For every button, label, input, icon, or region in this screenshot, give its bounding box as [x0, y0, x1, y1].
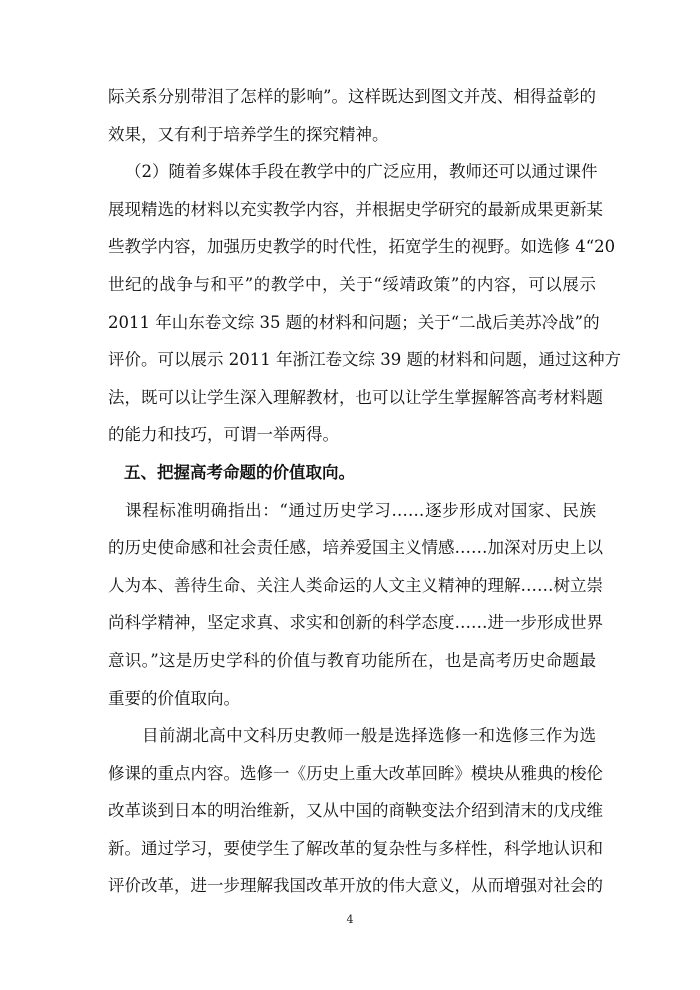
paragraph-continuation — [108, 78, 596, 153]
text-line: 尚科学精神，坚定求真、求实和创新的科学态度……进一步形成世界 — [108, 613, 603, 633]
text-line: 些教学内容，加强历史教学的时代性，拓宽学生的视野。如选修 4“20 — [108, 237, 616, 257]
paragraph-multimedia — [108, 153, 621, 454]
text-line: 展现精选的材料以充实教学内容，并根据史学研究的最新成果更新某 — [108, 199, 603, 219]
text-line: 意识。”这是历史学科的价值与教育功能所在，也是高考历史命题最 — [108, 650, 596, 670]
text-line: 改革谈到日本的明治维新，又从中国的商鞅变法介绍到清末的戊戌维 — [108, 801, 603, 821]
text-line: 际关系分别带泪了怎样的影响”。这样既达到图文并茂、相得益彰的 — [108, 87, 596, 106]
text-line: 世纪的战争与和平”的教学中，关于“绥靖政策”的内容，可以展示 — [108, 274, 596, 294]
text-line: 效果，又有利于培养学生的探究精神。 — [108, 124, 389, 144]
paragraph-curriculum — [108, 492, 603, 718]
text-line: 课程标准明确指出：“通过历史学习……逐步形成对国家、民族 — [125, 500, 596, 520]
text-line: 法，既可以让学生深入理解教材，也可以让学生掌握解答高考材料题 — [108, 387, 603, 407]
text-line: 新。通过学习，要使学生了解改革的复杂性与多样性，科学地认识和 — [108, 838, 603, 858]
paragraph-hubei — [108, 717, 603, 905]
section-heading: 五、把握高考命题的价值取向。 — [124, 462, 355, 482]
text-line: 评价。可以展示 2011 年浙江卷文综 39 题的材料和问题，通过这种方 — [108, 350, 621, 370]
text-line: （2）随着多媒体手段在教学中的广泛应用，教师还可以通过课件 — [125, 162, 598, 182]
text-line: 人为本、善待生命、关注人类命运的人文主义精神的理解……树立崇 — [108, 575, 603, 595]
text-line: 2011 年山东卷文综 35 题的材料和问题；关于“二战后美苏冷战”的 — [108, 312, 600, 332]
text-line: 重要的价值取向。 — [108, 688, 240, 708]
text-line: 修课的重点内容。选修一《历史上重大改革回眸》模块从雅典的梭伦 — [108, 763, 603, 783]
page-number: 4 — [346, 913, 354, 926]
text-line: 的历史使命感和社会责任感，培养爱国主义情感……加深对历史上以 — [108, 538, 603, 558]
text-line: 评价改革，进一步理解我国改革开放的伟大意义，从而增强对社会的 — [108, 876, 603, 896]
document-page — [108, 78, 621, 905]
text-line: 目前湖北高中文科历史教师一般是选择选修一和选修三作为选 — [142, 726, 596, 746]
text-line: 的能力和技巧，可谓一举两得。 — [108, 425, 339, 445]
